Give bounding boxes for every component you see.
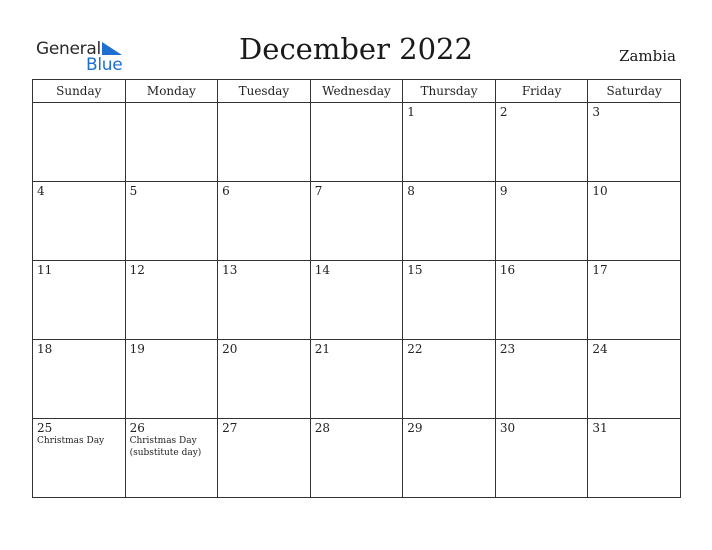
- day-number: 17: [592, 263, 608, 277]
- day-number: 29: [407, 421, 423, 435]
- day-cell: [403, 340, 496, 419]
- day-number: 21: [314, 342, 330, 356]
- day-cell: [588, 182, 681, 261]
- day-cell: [403, 182, 496, 261]
- weekday-header: Thursday: [403, 80, 496, 103]
- day-number: [218, 103, 310, 105]
- day-cell: [588, 340, 681, 419]
- weekday-header: Wednesday: [310, 80, 403, 103]
- day-cell: [33, 103, 126, 182]
- day-cell: [403, 103, 496, 182]
- day-cell: [218, 340, 311, 419]
- day-number: 3: [592, 105, 601, 119]
- day-number: 16: [499, 263, 516, 277]
- day-cell: [218, 103, 311, 182]
- day-cell: [125, 261, 218, 340]
- day-number: 25: [37, 421, 53, 435]
- day-cell: [310, 261, 403, 340]
- day-number: 14: [314, 263, 330, 277]
- day-number: 26: [129, 421, 145, 435]
- day-number: 20: [222, 342, 238, 356]
- day-cell: [495, 340, 588, 419]
- day-number: 2: [499, 105, 508, 119]
- logo-text-blue: Blue: [86, 55, 123, 75]
- day-cell: [310, 182, 403, 261]
- day-number: 7: [314, 184, 323, 198]
- day-cell: [495, 261, 588, 340]
- day-cell: [125, 103, 218, 182]
- day-cell: [310, 419, 403, 498]
- day-number: 27: [222, 421, 238, 435]
- day-cell: [310, 103, 403, 182]
- week-row: [33, 261, 681, 340]
- weekday-header-row: [33, 80, 681, 103]
- day-number: 8: [407, 184, 415, 198]
- day-cell: [33, 419, 126, 498]
- day-cell: [125, 182, 218, 261]
- day-cell: [125, 419, 218, 498]
- day-cell: [125, 340, 218, 419]
- day-number: [33, 103, 125, 105]
- day-cell: [403, 261, 496, 340]
- week-row: [33, 182, 681, 261]
- day-number: 22: [407, 342, 423, 356]
- day-number: 19: [129, 342, 145, 356]
- day-cell: [495, 103, 588, 182]
- day-cell: [310, 340, 403, 419]
- day-number: 6: [222, 184, 230, 198]
- weekday-header: Monday: [125, 80, 218, 103]
- day-cell: [33, 182, 126, 261]
- day-cell: [588, 261, 681, 340]
- day-number: 12: [129, 263, 145, 277]
- calendar-body: [33, 103, 681, 498]
- country-label: Zambia: [619, 47, 676, 65]
- day-cell: [218, 261, 311, 340]
- week-row: [33, 340, 681, 419]
- day-number: 9: [499, 184, 508, 198]
- week-row: [33, 419, 681, 498]
- day-cell: [33, 340, 126, 419]
- day-number: 15: [407, 263, 423, 277]
- day-number: 4: [37, 184, 45, 198]
- day-number: 13: [222, 263, 238, 277]
- day-cell: [218, 182, 311, 261]
- holiday-label: Christmas Day: [37, 436, 105, 446]
- day-cell: [33, 261, 126, 340]
- weekday-header: Saturday: [588, 80, 681, 103]
- weekday-header: Sunday: [33, 80, 126, 103]
- day-cell: [495, 182, 588, 261]
- day-number: 18: [37, 342, 53, 356]
- day-cell: [218, 419, 311, 498]
- day-number: 23: [499, 342, 516, 356]
- page-title: December 2022: [239, 32, 473, 66]
- week-row: [33, 103, 681, 182]
- day-cell: [588, 103, 681, 182]
- holiday-label: (substitute day): [129, 448, 202, 458]
- day-number: [126, 103, 218, 105]
- calendar-grid: [32, 79, 681, 498]
- holiday-label: Christmas Day: [129, 436, 197, 446]
- day-cell: [588, 419, 681, 498]
- day-number: 5: [129, 184, 138, 198]
- day-number: [311, 103, 403, 105]
- weekday-header: Friday: [495, 80, 588, 103]
- logo-text-general: General: [36, 39, 101, 59]
- day-number: 24: [592, 342, 608, 356]
- day-cell: [495, 419, 588, 498]
- day-number: 31: [592, 421, 608, 435]
- day-number: 1: [407, 105, 415, 119]
- day-number: 28: [314, 421, 330, 435]
- day-number: 10: [592, 184, 608, 198]
- day-cell: [403, 419, 496, 498]
- weekday-header: Tuesday: [218, 80, 311, 103]
- day-number: 30: [499, 421, 516, 435]
- day-number: 11: [37, 263, 53, 277]
